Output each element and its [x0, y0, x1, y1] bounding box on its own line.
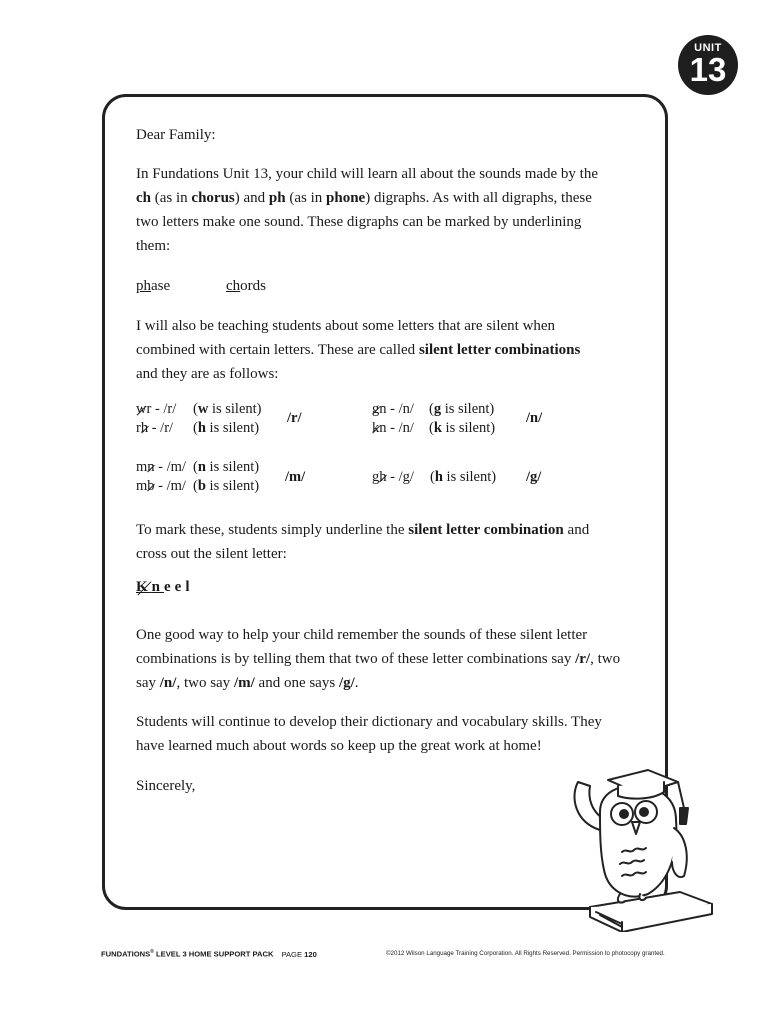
note-paren: (: [430, 469, 435, 485]
unit-label: UNIT: [694, 42, 722, 54]
p1-ch: ch: [136, 190, 151, 206]
p4-line-3: [136, 671, 620, 695]
p1-phone: phone: [326, 190, 366, 206]
silent-letter: k: [372, 420, 380, 436]
combo-sound: r - /r/: [146, 401, 177, 417]
p3-line-2: cross out the silent letter:: [136, 546, 287, 562]
note-paren: (: [429, 420, 434, 436]
paragraph-1: [136, 162, 598, 258]
combo-letter: g: [372, 469, 380, 485]
paragraph-5: [136, 710, 602, 758]
example-phase-rest: ase: [151, 278, 171, 294]
p4-sound: /n/: [159, 675, 177, 691]
combo-mn: [136, 459, 186, 476]
p2-line-1: I will also be teaching students about some letters that are silent when: [136, 318, 556, 334]
p5-line-2: have learned much about words so keep up the great work at home!: [136, 738, 542, 754]
footer-page: [281, 950, 316, 959]
combo-gn-note: [429, 401, 494, 418]
combo-letter: m: [136, 478, 148, 494]
combo-sound: - /m/: [154, 478, 186, 494]
combo-sound: - /g/: [386, 469, 414, 485]
salutation: Dear Family:: [136, 127, 216, 143]
note-letter: n: [197, 459, 206, 475]
footer-page-number: 120: [304, 949, 317, 959]
combo-mb: [136, 478, 186, 495]
example-phase: [136, 274, 170, 298]
kneel-underlined-letter: n: [151, 579, 165, 595]
note-paren: (: [193, 459, 198, 475]
note-letter: w: [197, 401, 209, 417]
silent-letter: w: [136, 401, 147, 417]
p4-sound: /m/: [233, 675, 255, 691]
p3-line-1: [136, 518, 589, 542]
p1-line-1: In Fundations Unit 13, your child will learn all about the sounds made by the: [136, 166, 599, 182]
p1-text: ) digraphs. As with all digraphs, these: [365, 190, 592, 206]
note-letter: g: [433, 401, 442, 417]
unit-number: 13: [689, 51, 727, 88]
p3-text: To mark these, students simply underline the: [136, 522, 409, 538]
combo-kn-note: [429, 420, 495, 437]
p4-text: .: [354, 675, 359, 691]
combo-sound: - /m/: [154, 459, 186, 475]
p1-chorus: chorus: [191, 190, 235, 206]
note-text: is silent): [205, 420, 260, 436]
p1-line-3: two letters make one sound. These digraphs can be marked by underlining: [136, 214, 582, 230]
footer-brand: FUNDATIONS: [101, 949, 151, 959]
note-letter: h: [197, 420, 206, 436]
footer-copyright: ©2012 Wilson Language Training Corporation. All Rights Reserved. Permission to photocopy granted.: [386, 950, 665, 957]
example-phase-digraph: ph: [136, 278, 151, 294]
note-text: is silent): [442, 469, 497, 485]
kneel-silent-letter: K: [136, 579, 152, 595]
p4-text: say: [136, 675, 160, 691]
combo-wr-note: [193, 401, 262, 418]
p4-line-1: One good way to help your child remember the sounds of these silent letter: [136, 627, 588, 643]
note-letter: b: [197, 478, 206, 494]
p1-text: (as in: [285, 190, 327, 206]
note-text: is silent): [441, 401, 495, 417]
note-paren: (: [193, 478, 198, 494]
silent-letter: g: [372, 401, 380, 417]
p2-text: combined with certain letters. These are called: [136, 342, 419, 358]
note-letter: k: [433, 420, 442, 436]
combo-gh-note: [430, 469, 496, 486]
p3-term: silent letter combination: [408, 522, 564, 538]
footer-pack-name: LEVEL 3 HOME SUPPORT PACK: [153, 949, 274, 959]
p5-line-1: Students will continue to develop their dictionary and vocabulary skills. They: [136, 714, 602, 730]
note-text: is silent): [205, 478, 260, 494]
combo-rh-note: [193, 420, 259, 437]
p1-ph: ph: [268, 190, 286, 206]
combo-rh: [136, 420, 173, 437]
example-kneel: [136, 579, 194, 596]
p4-text: , two say: [176, 675, 234, 691]
p4-sound: /r/: [575, 651, 591, 667]
p2-line-3: and they are as follows:: [136, 366, 279, 382]
p4-text: , two: [590, 651, 621, 667]
paragraph-3: [136, 518, 589, 566]
silent-letter: b: [147, 478, 155, 494]
unit-badge: [678, 35, 738, 95]
p4-text: combinations is by telling them that two of these letter combinations say: [136, 651, 576, 667]
combo-sound: n - /n/: [379, 420, 414, 436]
footer-page-label: PAGE: [281, 949, 305, 959]
combo-letter: m: [136, 459, 148, 475]
note-paren: (: [429, 401, 434, 417]
note-paren: (: [193, 420, 198, 436]
example-chords: [226, 274, 266, 298]
note-text: is silent): [205, 459, 260, 475]
note-letter: h: [434, 469, 443, 485]
p4-line-2: [136, 647, 620, 671]
paragraph-4: [136, 623, 620, 695]
example-chords-rest: ords: [240, 278, 267, 294]
combo-wr: [136, 401, 176, 418]
sound-m: /m/: [285, 469, 306, 485]
footer-registered-mark: ®: [150, 949, 154, 955]
footer-title: [101, 949, 317, 959]
p1-line-4: them:: [136, 238, 171, 254]
sound-g: /g/: [526, 469, 542, 485]
p1-text: ) and: [234, 190, 269, 206]
silent-letter: h: [379, 469, 387, 485]
paragraph-2: [136, 314, 580, 386]
note-paren: (: [193, 401, 198, 417]
combo-gh: [372, 469, 414, 486]
combo-kn: [372, 420, 414, 437]
owl-illustration: [560, 752, 720, 932]
p1-line-2: [136, 186, 598, 210]
p2-term: silent letter combinations: [418, 342, 581, 358]
note-text: is silent): [441, 420, 496, 436]
p4-text: and one says: [254, 675, 339, 691]
sound-r: /r/: [287, 410, 302, 426]
combo-mb-note: [193, 478, 259, 495]
silent-letter: n: [147, 459, 155, 475]
p4-sound: /g/: [338, 675, 355, 691]
p1-text: (as in: [151, 190, 192, 206]
example-chords-digraph: ch: [226, 278, 241, 294]
kneel-rest: eel: [164, 579, 194, 595]
combo-sound: - /r/: [148, 420, 174, 436]
p3-text: and: [563, 522, 590, 538]
combo-gn: [372, 401, 414, 418]
closing: Sincerely,: [136, 778, 196, 794]
silent-letter: h: [140, 420, 149, 436]
combo-mn-note: [193, 459, 259, 476]
combo-sound: n - /n/: [379, 401, 414, 417]
note-text: is silent): [208, 401, 262, 417]
p2-line-2: [136, 338, 580, 362]
sound-n: /n/: [526, 410, 543, 426]
combo-letter: r: [136, 420, 141, 436]
